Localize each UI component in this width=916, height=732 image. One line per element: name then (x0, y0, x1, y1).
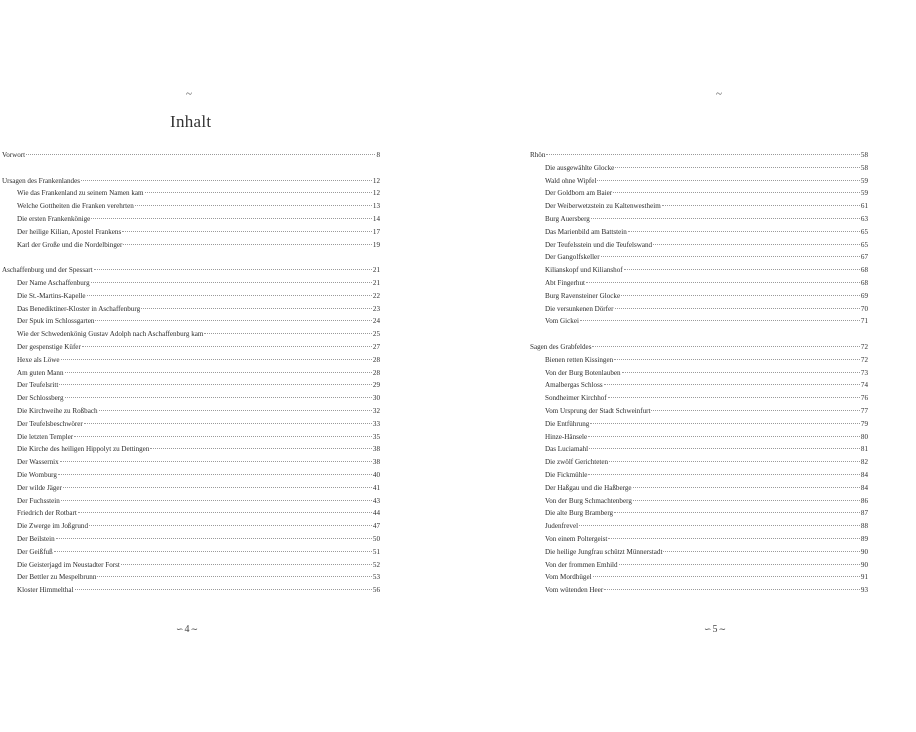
dot-leader (145, 192, 372, 193)
toc-entry-page-number: 65 (860, 227, 868, 236)
dot-leader (609, 461, 860, 462)
section-spacer (530, 328, 868, 341)
toc-entry[interactable] (2, 379, 380, 392)
toc-entry-page-number: 28 (372, 355, 380, 364)
toc-entry-title: Judenfrevel (545, 522, 579, 531)
toc-entry[interactable] (2, 418, 380, 431)
toc-entry[interactable] (530, 200, 868, 213)
toc-entry[interactable] (530, 495, 868, 508)
dot-leader (592, 346, 859, 347)
toc-entry[interactable] (2, 431, 380, 444)
toc-entry-page-number: 70 (860, 304, 868, 313)
toc-entry[interactable] (530, 367, 868, 380)
toc-entry-title: Die versunkenen Dörfer (545, 304, 614, 313)
toc-section-heading[interactable] (2, 175, 380, 188)
dot-leader (580, 320, 860, 321)
dot-leader (579, 525, 860, 526)
toc-entry-title: Der Teufelsritt (17, 381, 59, 390)
toc-entry-title: Von der Burg Botenlauben (545, 368, 621, 377)
dot-leader (608, 538, 860, 539)
toc-entry-title: Das Luciamahl (545, 445, 589, 454)
dot-leader (95, 320, 371, 321)
toc-entry-page-number: 80 (860, 432, 868, 441)
toc-entry-title: Der Weiberwetzstein zu Kaltenwestheim (545, 202, 661, 211)
dot-leader (597, 180, 859, 181)
toc-entry-title: Rhön (530, 151, 546, 159)
toc-entry-title: Die ausgewählte Glocke (545, 163, 615, 172)
toc-entry-page-number: 76 (860, 394, 868, 403)
toc-entry-title: Der Haßgau und die Haßberge (545, 483, 632, 492)
dot-leader (75, 589, 372, 590)
toc-entry-title: Der Spuk im Schlossgarten (17, 317, 95, 326)
dot-leader (590, 423, 860, 424)
toc-entry-page-number: 47 (372, 522, 380, 531)
toc-entry-title: Die ersten Frankenkönige (17, 214, 91, 223)
toc-entry-title: Der heilige Kilian, Apostel Frankens (17, 227, 122, 236)
dot-leader (619, 564, 860, 565)
toc-entry-title: Der Teufelsbeschwörer (17, 419, 83, 428)
toc-entry-title: Hinze-Hänsele (545, 432, 588, 441)
toc-entry[interactable] (530, 277, 868, 290)
dot-leader (615, 308, 860, 309)
toc-entry-title: Aschaffenburg und der Spessart (2, 266, 93, 275)
toc-entry[interactable] (530, 303, 868, 316)
dot-leader (204, 333, 371, 334)
dot-leader (624, 269, 860, 270)
toc-entry[interactable] (2, 482, 380, 495)
toc-entry[interactable] (2, 533, 380, 546)
toc-entry-title: Vom wütenden Heer (545, 586, 604, 595)
toc-entry-title: Von einem Poltergeist (545, 534, 608, 543)
toc-entry-title: Die Entführung (545, 419, 590, 428)
toc-entry-title: Von der frommen Emhild (545, 560, 618, 569)
toc-entry[interactable] (530, 546, 868, 559)
toc-entry-title: Der Fuchsstein (17, 496, 60, 505)
dot-leader (84, 423, 372, 424)
toc-entry-page-number: 61 (860, 202, 868, 211)
toc-entry[interactable] (530, 175, 868, 188)
toc-entry-page-number: 28 (372, 368, 380, 377)
dot-leader (591, 218, 860, 219)
dot-leader (61, 359, 372, 360)
toc-entry[interactable] (2, 546, 380, 559)
dot-leader (122, 231, 372, 232)
toc-entry-page-number: 12 (372, 189, 380, 198)
dot-leader (604, 384, 860, 385)
toc-entry[interactable] (2, 507, 380, 520)
toc-entry-title: Wie der Schwedenkönig Gustav Adolph nach Aschaffenburg kam (17, 330, 204, 339)
toc-entry-title: Die heilige Jungfrau schützt Münnerstadt (545, 547, 663, 556)
toc-entry-page-number: 44 (372, 509, 380, 518)
toc-entry[interactable] (530, 482, 868, 495)
section-spacer (2, 162, 380, 175)
dot-leader (663, 551, 859, 552)
toc-entry-title: Kloster Himmelthal (17, 586, 74, 595)
toc-entry[interactable] (2, 226, 380, 239)
dot-leader (604, 589, 860, 590)
toc-entry-title: Die Womburg (17, 470, 57, 479)
toc-entry-page-number: 35 (372, 432, 380, 441)
dot-leader (91, 282, 372, 283)
toc-entry-title: Vom Gickei (545, 317, 579, 326)
page-number-right (704, 624, 727, 635)
toc-entry-page-number: 56 (372, 586, 380, 595)
toc-entry-title: Die Kirchweihe zu Roßbach (17, 406, 98, 415)
toc-entry[interactable] (530, 571, 868, 584)
dot-leader (586, 282, 860, 283)
toc-entry-page-number: 82 (860, 458, 868, 467)
toc-entry[interactable] (530, 290, 868, 303)
toc-entry-page-number: 22 (372, 291, 380, 300)
dot-leader (653, 244, 860, 245)
toc-entry[interactable] (530, 187, 868, 200)
toc-entry-title: Friedrich der Rotbart (17, 509, 77, 518)
toc-entry-title: Das Marienbild am Battstein (545, 227, 627, 236)
dot-leader (633, 500, 860, 501)
toc-section-heading[interactable] (530, 149, 868, 162)
toc-entry-page-number: 90 (860, 547, 868, 556)
toc-entry[interactable] (530, 315, 868, 328)
toc-entry-title: Der wilde Jäger (17, 483, 62, 492)
toc-entry-page-number: 38 (372, 445, 380, 454)
toc-entry[interactable] (2, 328, 380, 341)
toc-entry[interactable] (2, 367, 380, 380)
toc-entry-page-number: 59 (860, 176, 868, 185)
toc-entry[interactable] (530, 379, 868, 392)
toc-entry-page-number: 14 (372, 214, 380, 223)
toc-entry-title: Sagen des Grabfeldes (530, 342, 592, 351)
toc-entry[interactable] (2, 213, 380, 226)
toc-entry[interactable] (2, 559, 380, 572)
dot-leader (87, 295, 372, 296)
toc-entry-title: Der Name Aschaffenburg (17, 278, 90, 287)
toc-entry-page-number: 53 (372, 573, 380, 582)
toc-entry-page-number: 29 (372, 381, 380, 390)
toc-entry-page-number: 43 (372, 496, 380, 505)
dot-leader (54, 551, 372, 552)
toc-entry-title: Burg Auersberg (545, 214, 590, 223)
folio-ornament-left-icon: ∽ (176, 624, 185, 634)
toc-entry-title: Amalbergas Schloss (545, 381, 603, 390)
toc-entry[interactable] (530, 213, 868, 226)
dot-leader (135, 205, 372, 206)
toc-entry-page-number: 41 (372, 483, 380, 492)
toc-entry-page-number: 24 (372, 317, 380, 326)
toc-entry-title: Burg Ravensteiner Glocke (545, 291, 621, 300)
toc-entry[interactable] (530, 392, 868, 405)
toc-entry[interactable] (530, 584, 868, 597)
toc-entry[interactable] (530, 251, 868, 264)
toc-entry-title: Der Schlossberg (17, 394, 64, 403)
toc-entry-title: Der Bettler zu Mespelbrunn (17, 573, 97, 582)
toc-entry-title: Die Geisterjagd im Neustadter Forst (17, 560, 120, 569)
toc-entry-page-number: 58 (860, 151, 868, 159)
dot-leader (622, 372, 860, 373)
toc-entry-page-number: 73 (860, 368, 868, 377)
dot-leader (662, 205, 860, 206)
toc-entry-title: Welche Gottheiten die Franken verehrten (17, 202, 134, 211)
toc-entry[interactable] (2, 520, 380, 533)
toc-entry-title: Die alte Burg Bramberg (545, 509, 614, 518)
dot-leader (121, 564, 372, 565)
toc-entry[interactable] (2, 200, 380, 213)
toc-entry-title: Die Kirche des heiligen Hippolyt zu Dettingen (17, 445, 150, 454)
dot-leader (546, 154, 860, 155)
toc-entry-page-number: 38 (372, 458, 380, 467)
toc-entry[interactable] (530, 162, 868, 175)
dot-leader (588, 474, 860, 475)
toc-list-right (530, 149, 868, 597)
dot-leader (97, 576, 372, 577)
dot-leader (589, 448, 860, 449)
toc-entry-title: Wald ohne Wipfel (545, 176, 597, 185)
dot-leader (150, 448, 372, 449)
toc-entry[interactable] (530, 533, 868, 546)
swirl-ornament-icon: ~ (716, 88, 722, 100)
dot-leader (91, 218, 372, 219)
toc-entry-title: Vom Ursprung der Stadt Schweinfurt (545, 406, 651, 415)
dot-leader (614, 512, 860, 513)
toc-entry-page-number: 30 (372, 394, 380, 403)
toc-entry-title: Von der Burg Schmachtenberg (545, 496, 632, 505)
toc-entry[interactable] (2, 187, 380, 200)
toc-entry-title: Karl der Große und die Nordelbinger (17, 240, 123, 249)
toc-entry-page-number: 13 (372, 202, 380, 211)
toc-entry-title: Die Fickmühle (545, 470, 588, 479)
toc-entry-page-number: 79 (860, 419, 868, 428)
toc-entry-page-number: 68 (860, 278, 868, 287)
toc-entry-title: Der Goldborn am Baier (545, 189, 613, 198)
dot-leader (651, 410, 859, 411)
toc-entry-page-number: 58 (860, 163, 868, 172)
toc-entry-title: Abt Fingerhut (545, 278, 585, 287)
toc-entry[interactable] (2, 469, 380, 482)
dot-leader (601, 256, 860, 257)
toc-entry[interactable] (530, 264, 868, 277)
toc-entry-page-number: 93 (860, 586, 868, 595)
toc-entry-title: Der Geißfuß (17, 547, 53, 556)
toc-entry[interactable] (2, 239, 380, 252)
toc-entry-title: Der Gangolfskeller (545, 253, 600, 262)
toc-entry-title: Vorwort (2, 151, 26, 159)
toc-entry[interactable] (2, 277, 380, 290)
toc-entry-title: Bienen retten Kissingen (545, 355, 614, 364)
toc-entry-title: Der Wassernix (17, 458, 59, 467)
toc-entry[interactable] (2, 584, 380, 597)
toc-entry-page-number: 17 (372, 227, 380, 236)
right-page (458, 0, 916, 732)
toc-entry-page-number: 90 (860, 560, 868, 569)
toc-entry-page-number: 33 (372, 419, 380, 428)
toc-entry-title: Vom Mordhügel (545, 573, 592, 582)
toc-entry[interactable] (530, 520, 868, 533)
toc-entry-page-number: 21 (372, 278, 380, 287)
dot-leader (99, 410, 372, 411)
toc-entry-page-number: 52 (372, 560, 380, 569)
dot-leader (94, 269, 372, 270)
folio-number: 5 (712, 624, 719, 635)
toc-entry-title: Die St.-Martins-Kapelle (17, 291, 86, 300)
dot-leader (65, 372, 372, 373)
dot-leader (82, 346, 372, 347)
dot-leader (588, 436, 860, 437)
dot-leader (633, 487, 860, 488)
toc-entry-title: Ursagen des Frankenlandes (2, 176, 81, 185)
toc-entry-page-number: 19 (372, 240, 380, 249)
toc-entry-title: Wie das Frankenland zu seinem Namen kam (17, 189, 144, 198)
toc-entry[interactable] (530, 239, 868, 252)
folio-ornament-left-icon: ∽ (704, 624, 713, 634)
folio-ornament-right-icon: ∼ (718, 624, 728, 634)
swirl-ornament-icon: ~ (186, 88, 192, 100)
dot-leader (614, 359, 860, 360)
dot-leader (621, 295, 860, 296)
toc-entry[interactable] (530, 456, 868, 469)
toc-entry-page-number: 72 (860, 355, 868, 364)
toc-entry-page-number: 68 (860, 266, 868, 275)
toc-entry-page-number: 84 (860, 470, 868, 479)
toc-entry-title: Die Zwerge im Joßgrund (17, 522, 88, 531)
folio-number: 4 (184, 624, 191, 635)
toc-entry[interactable] (2, 290, 380, 303)
toc-entry[interactable] (530, 559, 868, 572)
dot-leader (56, 538, 372, 539)
toc-entry-title: Der gespenstige Küfer (17, 342, 81, 351)
toc-entry[interactable] (530, 405, 868, 418)
toc-entry-page-number: 50 (372, 534, 380, 543)
toc-entry[interactable] (2, 571, 380, 584)
toc-entry-page-number: 21 (372, 266, 380, 275)
dot-leader (74, 436, 372, 437)
toc-entry-page-number: 71 (860, 317, 868, 326)
toc-entry[interactable] (530, 354, 868, 367)
toc-entry-page-number: 87 (860, 509, 868, 518)
toc-entry-page-number: 67 (860, 253, 868, 262)
dot-leader (78, 512, 372, 513)
toc-entry[interactable] (2, 315, 380, 328)
dot-leader (613, 192, 860, 193)
section-spacer (2, 251, 380, 264)
toc-list-left (2, 149, 380, 597)
dot-leader (628, 231, 860, 232)
toc-entry-title: Der Beilstein (17, 534, 55, 543)
toc-entry[interactable] (2, 392, 380, 405)
dot-leader (59, 384, 372, 385)
dot-leader (65, 397, 372, 398)
toc-entry[interactable] (2, 354, 380, 367)
toc-entry[interactable] (530, 443, 868, 456)
toc-section-heading[interactable] (2, 149, 380, 162)
dot-leader (81, 180, 372, 181)
toc-entry-page-number: 86 (860, 496, 868, 505)
toc-entry-page-number: 8 (376, 151, 380, 159)
toc-entry-title: Hexe als Löwe (17, 355, 60, 364)
dot-leader (608, 397, 860, 398)
toc-entry-page-number: 63 (860, 214, 868, 223)
toc-entry[interactable] (2, 495, 380, 508)
toc-entry-title: Der Teufelsstein und die Teufelswand (545, 240, 653, 249)
dot-leader (63, 487, 372, 488)
toc-entry[interactable] (2, 405, 380, 418)
toc-entry[interactable] (2, 456, 380, 469)
toc-entry[interactable] (530, 431, 868, 444)
toc-entry[interactable] (530, 507, 868, 520)
toc-entry[interactable] (530, 469, 868, 482)
toc-entry-page-number: 32 (372, 406, 380, 415)
toc-entry-page-number: 69 (860, 291, 868, 300)
toc-entry-page-number: 81 (860, 445, 868, 454)
dot-leader (141, 308, 372, 309)
page-number-left (176, 624, 199, 635)
toc-entry-page-number: 51 (372, 547, 380, 556)
toc-entry[interactable] (2, 443, 380, 456)
toc-entry-page-number: 72 (860, 342, 868, 351)
toc-entry-title: Die zwölf Gerichteten (545, 458, 609, 467)
toc-entry-page-number: 12 (372, 176, 380, 185)
folio-ornament-right-icon: ∼ (190, 624, 200, 634)
dot-leader (89, 525, 372, 526)
toc-entry-page-number: 77 (860, 406, 868, 415)
dot-leader (58, 474, 372, 475)
toc-entry[interactable] (2, 303, 380, 316)
dot-leader (593, 576, 860, 577)
dot-leader (61, 500, 372, 501)
toc-entry-page-number: 27 (372, 342, 380, 351)
toc-entry-title: Die letzten Templer (17, 432, 74, 441)
page-title: Inhalt (170, 112, 212, 131)
dot-leader (123, 244, 372, 245)
toc-entry-title: Sondheimer Kirchhof (545, 394, 607, 403)
toc-entry-title: Kilianskopf und Kilianshof (545, 266, 623, 275)
toc-entry-title: Das Benediktiner-Kloster in Aschaffenburg (17, 304, 141, 313)
toc-entry[interactable] (530, 226, 868, 239)
toc-section-heading[interactable] (2, 264, 380, 277)
toc-entry-page-number: 84 (860, 483, 868, 492)
toc-entry-page-number: 23 (372, 304, 380, 313)
toc-entry-page-number: 91 (860, 573, 868, 582)
dot-leader (60, 461, 372, 462)
toc-entry-page-number: 65 (860, 240, 868, 249)
toc-entry-page-number: 88 (860, 522, 868, 531)
toc-entry-title: Am guten Mann (17, 368, 64, 377)
toc-section-heading[interactable] (530, 341, 868, 354)
dot-leader (615, 167, 860, 168)
toc-entry-page-number: 74 (860, 381, 868, 390)
toc-entry-page-number: 40 (372, 470, 380, 479)
dot-leader (26, 154, 375, 155)
toc-entry-page-number: 59 (860, 189, 868, 198)
toc-entry-page-number: 25 (372, 330, 380, 339)
toc-entry-page-number: 89 (860, 534, 868, 543)
toc-entry[interactable] (530, 418, 868, 431)
toc-entry[interactable] (2, 341, 380, 354)
